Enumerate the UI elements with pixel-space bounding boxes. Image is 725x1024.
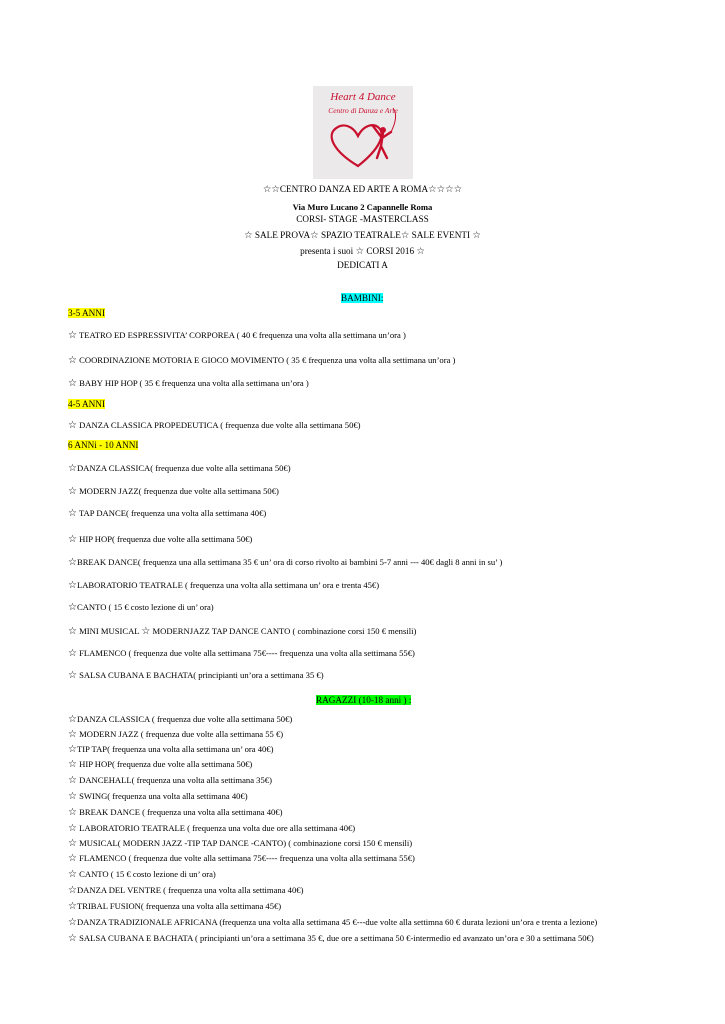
course-item: ☆ FLAMENCO ( frequenza due volte alla settimana 75€---- frequenza una volta alla settimana 55€) [68,648,415,659]
dedicati: DEDICATI A [337,260,388,270]
logo-line1: Heart 4 Dance [330,91,396,103]
star-icon: ☆ [400,230,410,241]
star-icon: ☆ [68,648,77,659]
star-icon: ☆ [68,791,77,802]
course-item: ☆CANTO ( 15 € costo lezione di un’ ora) [68,602,214,613]
star-icon: ☆ [68,869,77,880]
title-text: CENTRO DANZA ED ARTE A ROMA [279,184,429,194]
course-item: ☆DANZA CLASSICA( frequenza due volte alla settimana 50€) [68,463,291,474]
star-icon: ☆ [68,917,77,928]
star-icon: ☆ [141,626,151,637]
star-icon: ☆ [244,230,253,241]
star-icon: ☆ [68,729,77,740]
age-6-10-label: 6 ANNi - 10 ANNI [68,440,139,450]
course-item: ☆DANZA TRADIZIONALE AFRICANA (frequenza una volta alla settimana 45 €---due volte alla settimna 60 € durata lezioni un’ora e trenta a lezione) [68,917,598,928]
star-icon: ☆ [310,230,319,241]
spaces-line: ☆ SALE PROVA☆ SPAZIO TEATRALE☆ SALE EVENTI ☆ [244,230,481,241]
course-item: ☆TIP TAP( frequenza una volta alla settimana un’ ora 40€) [68,744,274,755]
ragazzi-heading: RAGAZZI (10-18 anni ) : [316,695,412,705]
course-item: ☆ HIP HOP( frequenza due volte alla settimana 50€) [68,534,253,545]
star-icon: ☆ [68,330,77,341]
course-item: ☆ TEATRO ED ESPRESSIVITA’ CORPOREA ( 40 € frequenza una volta alla settimana un’ora ) [68,330,406,341]
star-icon: ☆ [68,823,77,834]
star-icon: ☆☆ [262,184,280,195]
star-icon: ☆ [68,626,77,637]
star-icon: ☆ [68,933,77,944]
star-icon: ☆ [68,807,77,818]
star-icon: ☆ [68,378,77,389]
course-item: ☆LABORATORIO TEATRALE ( frequenza una volta alla settimana un’ ora e trenta 45€) [68,580,380,591]
course-item: ☆ MODERN JAZZ( frequenza due volte alla settimana 50€) [68,486,279,497]
age-3-5-label: 3-5 ANNI [68,308,106,318]
heart-outline [332,125,382,166]
course-item: ☆DANZA DEL VENTRE ( frequenza una volta alla settimana 40€) [68,885,304,896]
star-icon: ☆ [68,355,77,366]
course-item: ☆ COORDINAZIONE MOTORIA E GIOCO MOVIMENTO ( 35 € frequenza una volta alla settimana un’ora ) [68,355,456,366]
age-4-5-label: 4-5 ANNI [68,399,106,409]
logo-line2: Centro di Danza e Arte [328,106,398,115]
star-icon: ☆ [68,670,77,681]
star-icon: ☆ [68,744,77,755]
star-icon: ☆ [68,420,77,431]
course-item: ☆ BREAK DANCE ( frequenza una volta alla settimana 40€) [68,807,283,818]
star-icon: ☆ [68,714,77,725]
star-icon: ☆ [68,508,77,519]
course-item: ☆ DANCEHALL( frequenza una volta alla settimana 35€) [68,775,272,786]
course-item: ☆ SWING( frequenza una volta alla settimana 40€) [68,791,248,802]
star-icon: ☆ [68,838,77,849]
presenta-line: presenta i suoi ☆ CORSI 2016 ☆ [300,246,425,257]
centre-title [0,184,725,195]
bambini-heading: BAMBINI: [341,293,384,303]
star-icon: ☆☆☆☆ [428,184,463,195]
course-item: ☆ MODERN JAZZ ( frequenza due volte alla settimana 55 €) [68,729,284,740]
course-item: ☆ DANZA CLASSICA PROPEDEUTICA ( frequenza due volte alla settimana 50€) [68,420,361,431]
star-icon: ☆ [68,759,77,770]
star-icon: ☆ [68,486,77,497]
course-item: ☆ SALSA CUBANA E BACHATA ( principianti un’ora a settimana 35 €, due ore a settimana 50 €-intermedio ed avanzato un’ora e 30 a settimana 50€) [68,933,594,944]
star-icon: ☆ [68,901,77,912]
star-icon: ☆ [68,580,77,591]
course-item: ☆ MUSICAL( MODERN JAZZ -TIP TAP DANCE -CANTO) ( combinazione corsi 150 € mensili) [68,838,413,849]
course-item: ☆ LABORATORIO TEATRALE ( frequenza una volta due ore alla settimana 40€) [68,823,356,834]
star-icon: ☆ [68,534,77,545]
address: Via Muro Lucano 2 Capannelle Roma [292,202,433,212]
course-item: ☆ FLAMENCO ( frequenza due volte alla settimana 75€---- frequenza una volta alla settimana 55€) [68,853,415,864]
star-icon: ☆ [68,602,77,613]
course-item: ☆DANZA CLASSICA ( frequenza due volte alla settimana 50€) [68,714,293,725]
course-item: ☆ HIP HOP( frequenza due volte alla settimana 50€) [68,759,253,770]
star-icon: ☆ [68,885,77,896]
star-icon: ☆ [68,557,77,568]
course-item: ☆TRIBAL FUSION( frequenza una volta alla settimana 45€) [68,901,282,912]
course-item: ☆ SALSA CUBANA E BACHATA( principianti un’ora a settimana 35 €) [68,670,324,681]
course-item: ☆ BABY HIP HOP ( 35 € frequenza una volta alla settimana un’ora ) [68,378,309,389]
star-icon: ☆ [68,463,77,474]
course-item: ☆ TAP DANCE( frequenza una volta alla settimana 40€) [68,508,267,519]
course-item: ☆ CANTO ( 15 € costo lezione di un’ ora) [68,869,216,880]
course-item: ☆ MINI MUSICAL ☆ MODERNJAZZ TAP DANCE CANTO ( combinazione corsi 150 € mensili) [68,626,417,637]
star-icon: ☆ [472,230,481,241]
subtitle: CORSI- STAGE -MASTERCLASS [296,214,429,224]
star-icon: ☆ [68,775,77,786]
star-icon: ☆ [355,246,365,257]
heart-4-dance-logo [313,86,413,179]
course-item: ☆BREAK DANCE( frequenza una alla settimana 35 € un’ ora di corso rivolto ai bambini 5-7 anni --- 40€ dagli 8 anni in su’ ) [68,557,503,568]
star-icon: ☆ [416,246,425,257]
star-icon: ☆ [68,853,77,864]
